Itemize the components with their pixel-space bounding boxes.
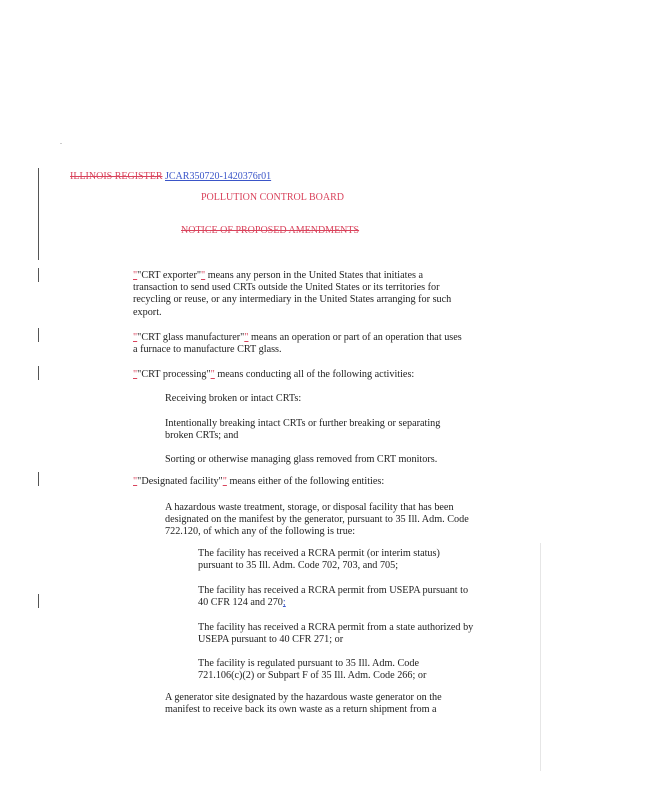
- register-struck-text: ILLINOIS REGISTER: [70, 171, 163, 182]
- def-crt-exporter: [133, 270, 451, 319]
- list-item-line: manifest to receive back its own waste as a return shipment from a: [165, 704, 437, 716]
- change-bar: [38, 366, 39, 380]
- list-item: [165, 692, 442, 716]
- change-bar: [38, 268, 39, 282]
- def-term: "Designated facility": [137, 476, 223, 487]
- list-item: [165, 502, 469, 539]
- register-code: JCAR350720-1420376r01: [165, 171, 272, 182]
- change-bar: [38, 594, 39, 608]
- sub-item-line: pursuant to 35 Ill. Adm. Code 702, 703, and 705;: [198, 560, 399, 572]
- list-item-line: 722.120, of which any of the following is true:: [165, 526, 356, 538]
- sub-item-line: The facility is regulated pursuant to 35 Ill. Adm. Code: [198, 658, 419, 669]
- sub-item-line: [198, 597, 468, 609]
- def-term: "CRT exporter": [137, 270, 201, 281]
- list-item: [165, 418, 440, 442]
- def-line: [133, 270, 451, 282]
- def-line: a furnace to manufacture CRT glass.: [133, 344, 282, 356]
- list-item-line: broken CRTs; and: [165, 430, 239, 442]
- list-item-line: designated on the manifest by the generator, pursuant to 35 Ill. Adm. Code: [165, 514, 469, 526]
- notice-title: NOTICE OF PROPOSED AMENDMENTS: [181, 225, 360, 236]
- list-item-line: A generator site designated by the hazardous waste generator on the: [165, 692, 442, 703]
- def-line: export.: [133, 306, 162, 318]
- sub-item-line: USEPA pursuant to 40 CFR 271; or: [198, 634, 344, 646]
- sub-item: [198, 622, 473, 646]
- list-item-line: Intentionally breaking intact CRTs or further breaking or separating: [165, 418, 441, 429]
- change-bar: [38, 168, 39, 260]
- inserted-quote: ": [133, 270, 138, 281]
- inserted-text: ;: [282, 597, 286, 609]
- def-crt-glass-manufacturer: [133, 332, 462, 356]
- sub-item-line: The facility has received a RCRA permit from USEPA pursuant to: [198, 585, 469, 596]
- def-term: "CRT glass manufacturer": [137, 332, 245, 343]
- def-crt-processing: [133, 369, 414, 381]
- sub-item-line: 721.106(c)(2) or Subpart F of 35 Ill. Adm. Code 266; or: [198, 670, 427, 682]
- inserted-quote: ": [133, 476, 138, 487]
- change-bar: [38, 328, 39, 342]
- def-text: means an operation or part of an operation that uses: [251, 332, 462, 343]
- register-header: [70, 171, 271, 183]
- def-text: means either of the following entities:: [229, 476, 385, 487]
- inserted-quote: ": [222, 476, 227, 487]
- board-title: POLLUTION CONTROL BOARD: [201, 192, 344, 203]
- inserted-quote: ": [244, 332, 249, 343]
- def-line: [133, 332, 462, 344]
- list-item: Receiving broken or intact CRTs:: [165, 393, 302, 404]
- list-item-line: A hazardous waste treatment, storage, or disposal facility that has been: [165, 502, 454, 513]
- def-text: means any person in the United States that initiates a: [207, 270, 424, 281]
- sub-item: [198, 548, 440, 572]
- sub-item-text: 40 CFR 124 and 270: [198, 597, 283, 609]
- def-text: means conducting all of the following activities:: [217, 369, 415, 380]
- def-line: recycling or reuse, or any intermediary in the United States arranging for such: [133, 294, 452, 306]
- inserted-quote: ": [210, 369, 215, 380]
- list-item: Sorting or otherwise managing glass removed from CRT monitors.: [165, 454, 438, 465]
- inserted-quote: ": [201, 270, 206, 281]
- sub-item-line: The facility has received a RCRA permit from a state authorized by: [198, 622, 474, 633]
- sub-item-line: The facility has received a RCRA permit (or interim status): [198, 548, 440, 559]
- sub-item: [198, 585, 468, 609]
- def-line: transaction to send used CRTs outside the United States or its territories for: [133, 282, 440, 294]
- inserted-quote: ": [133, 332, 138, 343]
- inserted-quote: ": [133, 369, 138, 380]
- def-designated-facility: [133, 476, 384, 488]
- change-bar: [38, 472, 39, 486]
- def-term: "CRT processing": [137, 369, 211, 380]
- sub-item: [198, 658, 426, 682]
- scan-speck: [60, 143, 62, 144]
- scan-edge-line: [540, 543, 541, 771]
